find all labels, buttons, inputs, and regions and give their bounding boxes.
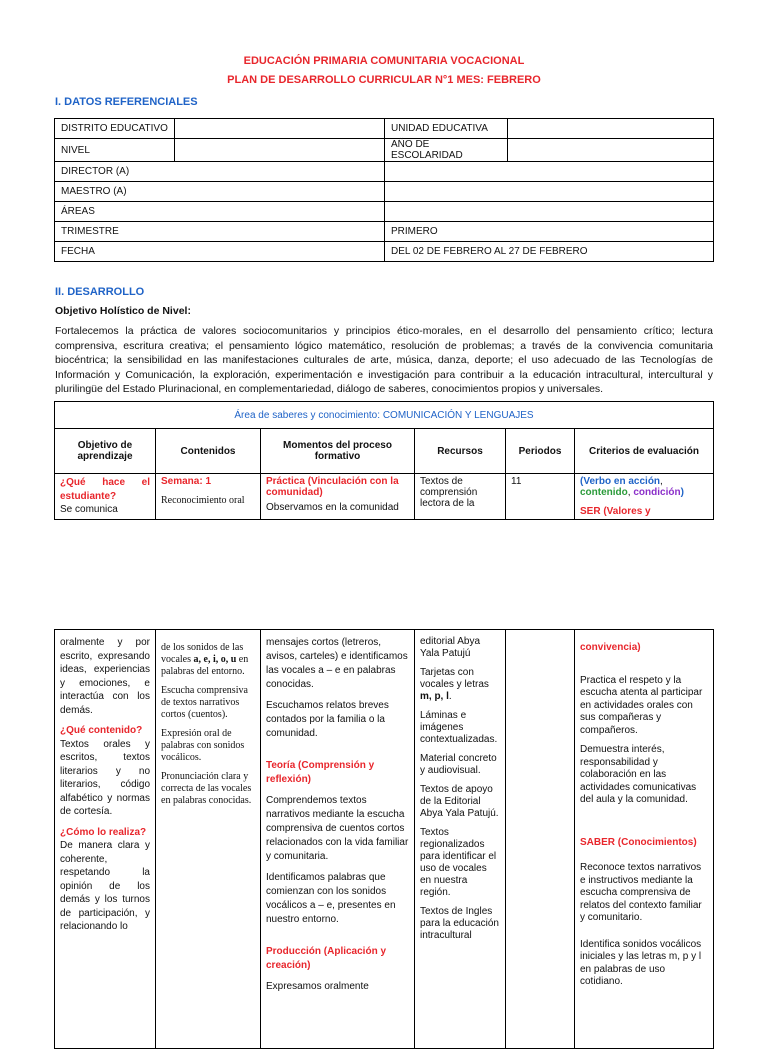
value-trimestre: PRIMERO [385,222,714,242]
label-maestro: MAESTRO (A) [55,182,385,202]
value-unidad [508,119,714,139]
condicion-label: condición [633,487,681,498]
plan-table-top [54,401,714,520]
recursos-para-2a: Tarjetas con vocales y letras [420,667,489,690]
cell-objetivo-1 [55,474,156,520]
header-recursos: Recursos [415,429,506,474]
value-maestro [385,182,714,202]
recursos-para-2c: . [448,691,452,702]
recursos-text-1: Textos de comprensión lectora de la [420,476,478,509]
cell-contenidos-2 [156,630,261,1049]
momentos-para-2: Escuchamos relatos breves contados por la familia o la comunidad. [266,700,389,739]
objetivo-para-1: oralmente y por escrito, expresando ideas, experiencias y emociones, e interactúa con los demás. [60,637,150,716]
recursos-para-5: Textos de apoyo de la Editorial Abya Yala Patujú. [420,784,499,819]
label-distrito: DISTRITO EDUCATIVO [55,119,175,139]
label-fecha: FECHA [55,242,385,262]
header-objetivo: Objetivo de aprendizaje [55,429,156,474]
momentos-text-1: Observamos en la comunidad [266,502,399,513]
plan-title: PLAN DE DESARROLLO CURRICULAR N°1 MES: FEBRERO [227,74,541,86]
label-nivel: NIVEL [55,139,175,162]
objetivo-text-1: Se comunica [60,504,118,515]
area-name: COMUNICACIÓN Y LENGUAJES [382,409,534,421]
semana-label: Semana: 1 [161,476,212,487]
ser-label: SER (Valores y [580,506,651,517]
saber-label: SABER (Conocimientos) [580,836,697,848]
header-periodos: Periodos [506,429,575,474]
convivencia-label: convivencia) [580,642,641,653]
question-que-hace: ¿Qué hace el estudiante? [60,477,150,502]
momentos-para-4: Identificamos palabras que comienzan con los sonidos vocálicos a – e, presentes en nuestro entorno. [266,872,396,925]
criterios-para-4: Identifica sonidos vocálicos iniciales y las letras m, p y l en palabras de uso cotidiano. [580,938,702,987]
contenido-para-3: Expresión oral de palabras con sonidos vocálicos. [161,728,245,763]
value-anio [508,139,714,162]
contenido-para-4: Pronunciación clara y correcta de las vocales en palabras conocidas. [161,771,252,806]
cell-periodos-1 [506,474,575,520]
contenido-text-1: Reconocimiento oral [161,495,245,506]
objetivo-para-3: De manera clara y coherente, respetando la opinión de los demás y los turnos de participación, y relacionando lo [60,840,150,932]
value-fecha: DEL 02 DE FEBRERO AL 27 DE FEBRERO [385,242,714,262]
objetivo-text: Fortalecemos la práctica de valores sociocomunitarios y principios ético-morales, en el desarrollo del pensamiento crítico; lectura comprensiva, escritura creativa; el pensamiento lógico matemático, resolución de problemas; a través de la convivencia comunitaria biocéntrica; la sensibilidad en las manifestaciones culturales de arte, música, danza, deporte; el uso adecuado de las Tecnologías de Información y Comunicación, la exploración, experimentación e investigación para contribuir a la educación intracultural, intercultural y plurilingüe del Estado Plurinacional, en complementariedad, diálogo de saberes, conocimientos propios y universales. [55,325,713,395]
label-director: DIRECTOR (A) [55,162,385,182]
recursos-letras: m, p, l [420,691,449,702]
cell-objetivo-2 [55,630,156,1049]
recursos-para-1: editorial Abya Yala Patujú [420,636,481,659]
label-areas: ÁREAS [55,202,385,222]
teoria-label: Teoría (Comprensión y reflexión) [266,760,375,785]
crit-open-paren: ( [580,476,584,487]
header-criterios: Criterios de evaluación [575,429,714,474]
cell-recursos-2 [415,630,506,1049]
momentos-para-5: Expresamos oralmente [266,981,369,992]
comma-1: , [660,476,663,487]
cell-contenidos-1 [156,474,261,520]
contenido-para-1a: de los sonidos de las vocales [161,642,244,665]
recursos-para-4: Material concreto y audiovisual. [420,753,497,776]
cell-momentos-2 [261,630,415,1049]
objetivo-heading: Objetivo Holístico de Nivel: [55,305,191,317]
header-momentos: Momentos del proceso formativo [261,429,415,474]
recursos-para-6: Textos regionalizados para identificar el uso de vocales en nuestra región. [420,827,497,898]
criterios-para-3: Reconoce textos narrativos e instructivos mediante la escucha comprensiva de relatos del contexto familiar y comunitario. [580,862,702,923]
label-unidad: UNIDAD EDUCATIVA [385,119,508,139]
comma-2: , [627,487,631,498]
objetivo-para-2: Textos orales y escritos, textos literarios y no literarios, código alfabético y normas de cortesía. [60,738,150,817]
cell-criterios-1 [575,474,714,520]
cell-recursos-1 [415,474,506,520]
momentos-para-1: mensajes cortos (letreros, avisos, carteles) e identificamos las vocales a – e en palabras conocidas. [266,637,408,690]
cell-momentos-1 [261,474,415,520]
criterios-para-2: Demuestra interés, responsabilidad y colaboración en las actividades comunicativas del aula y la comunidad. [580,744,697,805]
question-como-realiza: ¿Cómo lo realiza? [60,826,147,838]
practica-label: Práctica (Vinculación con la comunidad) [266,476,399,498]
criterios-para-1: Practica el respeto y la escucha atenta al participar en actividades orales con sus compañeras y compañeros. [580,674,703,736]
crit-close-paren: ) [680,487,684,498]
momentos-para-3: Comprendemos textos narrativos mediante la escucha comprensiva de cuentos cortos relacionados con la vida familiar y comunitaria. [266,795,409,862]
area-prefix: Área de saberes y conocimiento: [234,409,383,421]
recursos-para-3: Láminas e imágenes contextualizadas. [420,710,498,745]
value-nivel [175,139,385,162]
section-desarrollo-heading: II. DESARROLLO [55,286,145,298]
periodos-value: 11 [511,476,522,487]
value-distrito [175,119,385,139]
document-title: EDUCACIÓN PRIMARIA COMUNITARIA VOCACIONAL [243,55,525,67]
cell-criterios-2 [575,630,714,1049]
verbo-label: Verbo en acción [583,476,661,487]
label-anio: AÑO DE ESCOLARIDAD [385,139,508,162]
contenido-para-2: Escucha comprensiva de textos narrativos cortos (cuentos). [161,685,248,720]
value-areas [385,202,714,222]
question-que-contenido: ¿Qué contenido? [60,725,143,736]
label-trimestre: TRIMESTRE [55,222,385,242]
contenido-para-1c: en palabras del entorno. [161,654,249,677]
area-row [55,402,714,429]
produccion-label: Producción (Aplicación y creación) [266,946,387,971]
datos-referenciales-table [54,118,714,262]
contenido-label: contenido [580,487,628,498]
plan-table-continuation [54,629,714,1049]
section-datos-heading: I. DATOS REFERENCIALES [55,96,198,108]
header-contenidos: Contenidos [156,429,261,474]
contenido-vocales: a, e, i, o, u [193,654,237,665]
recursos-para-7: Textos de Ingles para la educación intracultural [420,906,499,941]
value-director [385,162,714,182]
cell-periodos-2 [506,630,575,1049]
